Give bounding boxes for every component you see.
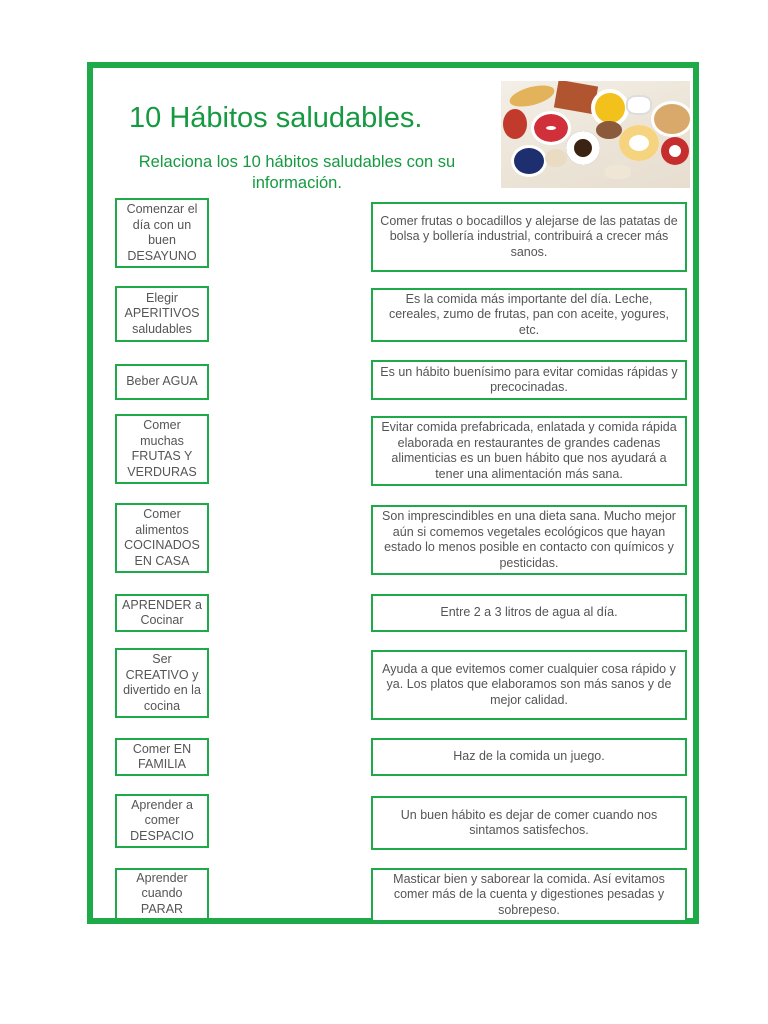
page-subtitle: Relaciona los 10 hábitos saludables con su información. (138, 153, 456, 192)
habit-text: Comer EN FAMILIA (132, 741, 192, 771)
info-text: Un buen hábito es dejar de comer cuando nos sintamos satisfechos. (400, 807, 658, 837)
info-text: Haz de la comida un juego. (453, 749, 605, 764)
habit-text: APRENDER a Cocinar (122, 597, 202, 627)
info-text: Es la comida más importante del día. Leche, cereales, zumo de frutas, pan con aceite, yogures, etc. (388, 291, 670, 337)
info-text: Evitar comida prefabricada, enlatada y comida rápida elaborada en restaurantes de grandes cadenas alimenticias es un buen hábito que nos ayudará a tener una alimentación más sana. (381, 420, 677, 481)
info-box-6[interactable] (371, 594, 687, 632)
info-box-4[interactable] (371, 416, 687, 486)
habit-text: Aprender a comer DESPACIO (130, 797, 194, 843)
habit-box-10[interactable] (115, 868, 209, 920)
habit-text: Comer alimentos COCINADOS EN CASA (124, 507, 200, 568)
habit-box-9[interactable] (115, 794, 209, 848)
habit-text: Elegir APERITIVOS saludables (124, 290, 200, 336)
habit-text: Beber AGUA (126, 374, 198, 389)
habit-box-1[interactable] (115, 198, 209, 268)
info-text: Masticar bien y saborear la comida. Así evitamos comer más de la cuenta y digestiones pesadas y sobrepeso. (393, 871, 665, 917)
info-box-8[interactable] (371, 738, 687, 776)
habit-box-5[interactable] (115, 503, 209, 573)
habit-box-2[interactable] (115, 286, 209, 342)
info-box-3[interactable] (371, 360, 687, 400)
info-text: Ayuda a que evitemos comer cualquier cosa rápido y ya. Los platos que elaboramos son más sanos y de mejor calidad. (382, 661, 676, 707)
habit-text: Comer muchas FRUTAS Y VERDURAS (127, 418, 197, 479)
habit-text: Ser CREATIVO y divertido en la cocina (123, 652, 201, 713)
info-box-10[interactable] (371, 868, 687, 922)
worksheet-frame (87, 62, 699, 924)
info-text: Es un hábito buenísimo para evitar comidas rápidas y precocinadas. (380, 364, 678, 394)
habit-box-3[interactable] (115, 364, 209, 400)
habit-text: Aprender cuando PARAR (136, 870, 188, 916)
habit-text: Comenzar el día con un buen DESAYUNO (126, 202, 198, 263)
info-box-5[interactable] (371, 505, 687, 575)
info-box-1[interactable] (371, 202, 687, 272)
habit-box-8[interactable] (115, 738, 209, 776)
page-title: 10 Hábitos saludables. (129, 102, 423, 134)
info-text: Comer frutas o bocadillos y alejarse de las patatas de bolsa y bollería industrial, contribuirá a crecer más sanos. (380, 213, 678, 259)
info-text: Son imprescindibles en una dieta sana. Mucho mejor aún si comemos vegetales ecológicos que hayan estado lo menos posible en contacto con químicos y pesticidas. (382, 509, 676, 570)
info-box-7[interactable] (371, 650, 687, 720)
info-text: Entre 2 a 3 litros de agua al día. (440, 605, 618, 620)
habit-box-6[interactable] (115, 594, 209, 632)
breakfast-food-photo (501, 81, 690, 188)
habit-box-7[interactable] (115, 648, 209, 718)
info-box-2[interactable] (371, 288, 687, 342)
info-box-9[interactable] (371, 796, 687, 850)
habit-box-4[interactable] (115, 414, 209, 484)
